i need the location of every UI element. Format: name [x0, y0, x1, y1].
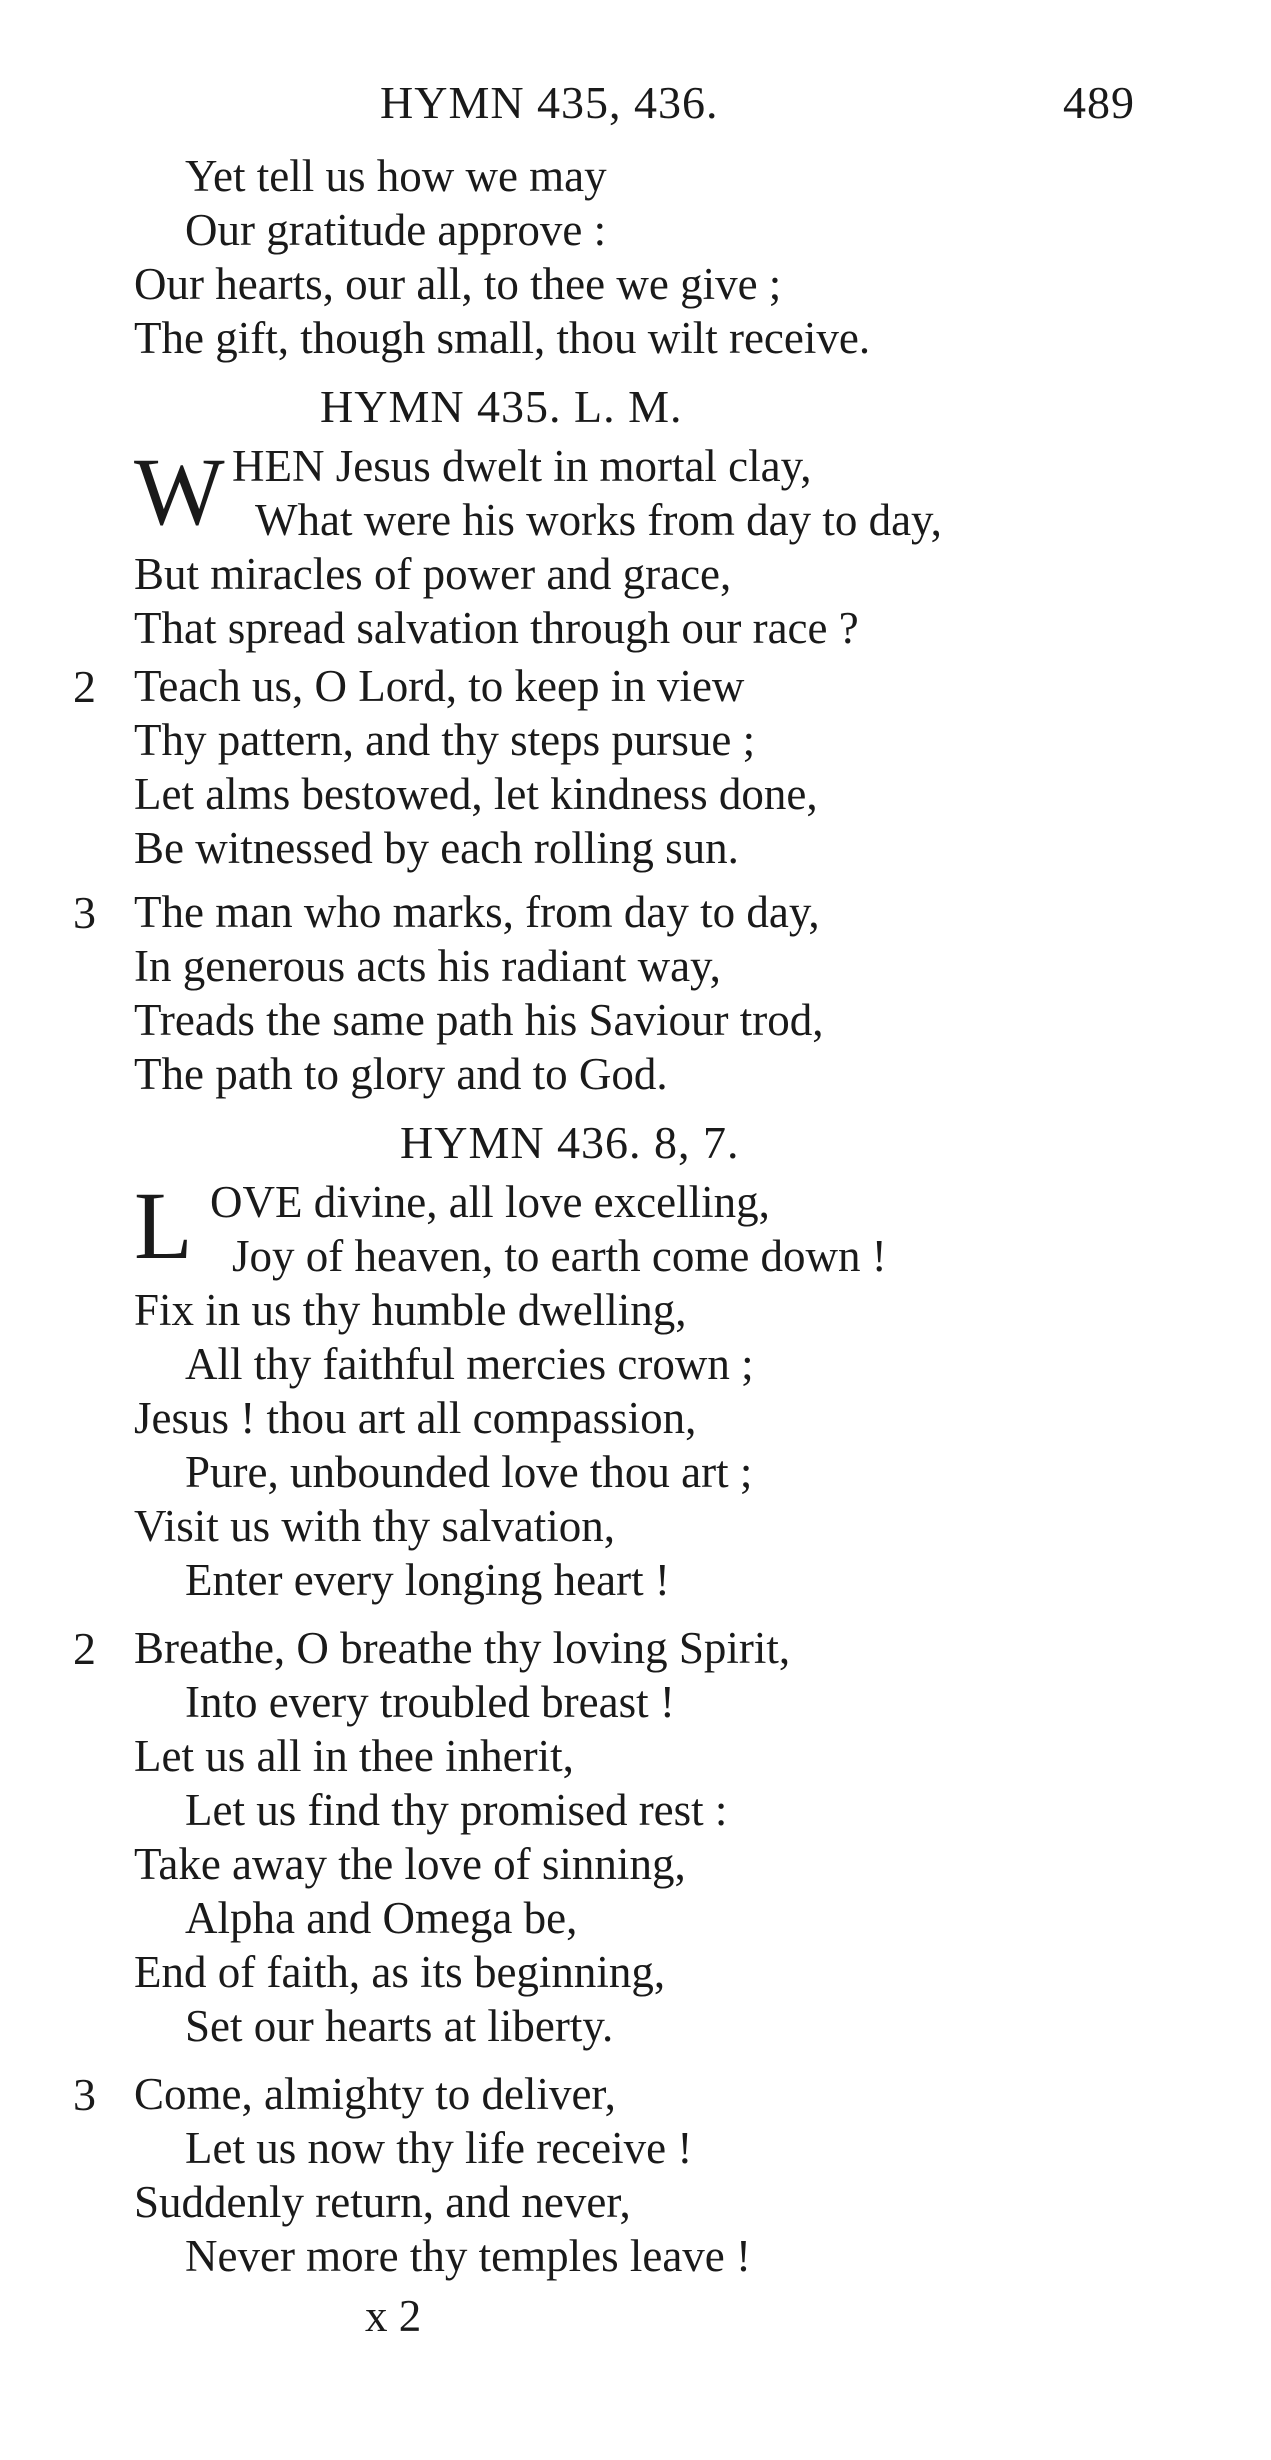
verse-line: That spread salvation through our race ? [134, 603, 859, 653]
verse-line: Fix in us thy humble dwelling, [134, 1285, 687, 1335]
verse-line: But miracles of power and grace, [134, 549, 732, 599]
verse-line: Be witnessed by each rolling sun. [134, 823, 739, 873]
running-title: HYMN 435, 436. [380, 77, 719, 128]
verse-line: Teach us, O Lord, to keep in view [134, 661, 745, 711]
verse-line: HEN Jesus dwelt in mortal clay, [232, 441, 812, 491]
verse-line: The path to glory and to God. [134, 1049, 668, 1099]
hymn-436-title: HYMN 436. 8, 7. [400, 1117, 740, 1168]
signature-mark: x 2 [365, 2291, 422, 2341]
verse-line: Thy pattern, and thy steps pursue ; [134, 715, 756, 765]
verse-line: The man who marks, from day to day, [134, 887, 820, 937]
verse-line: OVE divine, all love excelling, [210, 1177, 770, 1227]
verse-line: The gift, though small, thou wilt receive. [134, 313, 871, 363]
verse-line: Treads the same path his Saviour trod, [134, 995, 824, 1045]
verse-line: Let us all in thee inherit, [134, 1731, 574, 1781]
verse-line: Jesus ! thou art all compassion, [134, 1393, 697, 1443]
verse-line: End of faith, as its beginning, [134, 1947, 666, 1997]
verse-line: Suddenly return, and never, [134, 2177, 631, 2227]
verse-line: Breathe, O breathe thy loving Spirit, [134, 1623, 791, 1673]
hymn-435-drop-cap: W [134, 438, 225, 545]
verse-number: 3 [73, 2069, 96, 2120]
hymn-435-title: HYMN 435. L. M. [320, 381, 683, 432]
verse-line: Take away the love of sinning, [134, 1839, 686, 1889]
verse-line: Let us now thy life receive ! [185, 2123, 693, 2173]
verse-line: Our gratitude approve : [185, 205, 607, 255]
verse-line: Enter every longing heart ! [185, 1555, 670, 1605]
verse-line: What were his works from day to day, [255, 495, 942, 545]
verse-line: Yet tell us how we may [185, 151, 607, 201]
verse-line: Alpha and Omega be, [185, 1893, 578, 1943]
verse-line: Set our hearts at liberty. [185, 2001, 614, 2051]
verse-line: In generous acts his radiant way, [134, 941, 721, 991]
verse-line: Let alms bestowed, let kindness done, [134, 769, 818, 819]
verse-line: Our hearts, our all, to thee we give ; [134, 259, 782, 309]
verse-line: All thy faithful mercies crown ; [185, 1339, 754, 1389]
verse-line: Visit us with thy salvation, [134, 1501, 616, 1551]
verse-line: Pure, unbounded love thou art ; [185, 1447, 753, 1497]
verse-number: 2 [73, 1623, 96, 1674]
verse-line: Let us find thy promised rest : [185, 1785, 728, 1835]
verse-line: Joy of heaven, to earth come down ! [232, 1231, 887, 1281]
verse-number: 3 [73, 887, 96, 938]
verse-line: Into every troubled breast ! [185, 1677, 675, 1727]
page-number: 489 [1063, 77, 1135, 128]
verse-number: 2 [73, 661, 96, 712]
verse-line: Never more thy temples leave ! [185, 2231, 752, 2281]
verse-line: Come, almighty to deliver, [134, 2069, 616, 2119]
hymn-436-drop-cap: L [134, 1172, 193, 1279]
